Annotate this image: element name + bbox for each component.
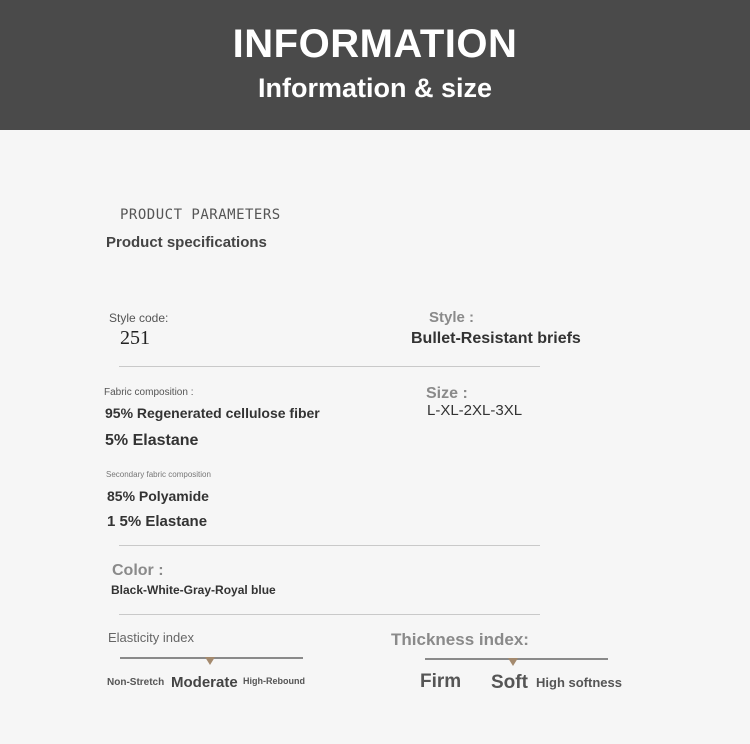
- page-title: INFORMATION: [232, 22, 518, 66]
- divider: [119, 545, 540, 546]
- fabric-label: Fabric composition :: [104, 387, 194, 398]
- secondary-fabric-label: Secondary fabric composition: [106, 470, 211, 479]
- secondary-fabric-line-1: 85% Polyamide: [107, 488, 209, 504]
- size-label: Size :: [426, 385, 468, 402]
- product-parameters-label: PRODUCT PARAMETERS: [120, 207, 281, 223]
- elasticity-left-label: Non-Stretch: [107, 677, 165, 688]
- elasticity-marker: [205, 657, 215, 665]
- header-banner: [0, 0, 750, 130]
- divider: [119, 366, 540, 367]
- color-value: Black-White-Gray-Royal blue: [111, 583, 276, 597]
- fabric-line-2: 5% Elastane: [105, 432, 199, 449]
- style-label: Style :: [429, 309, 475, 326]
- style-code-label: Style code:: [109, 311, 169, 325]
- color-label: Color :: [112, 562, 164, 579]
- thickness-middle-label: Soft: [491, 672, 528, 693]
- thickness-marker: [508, 658, 518, 666]
- elasticity-middle-label: Moderate: [171, 674, 238, 691]
- thickness-left-label: Firm: [420, 671, 462, 692]
- page-subtitle: Information & size: [257, 73, 493, 103]
- fabric-line-1: 95% Regenerated cellulose fiber: [105, 405, 320, 421]
- elasticity-label: Elasticity index: [108, 630, 194, 645]
- thickness-right-label: High softness: [536, 675, 622, 690]
- thickness-label: Thickness index:: [391, 630, 529, 649]
- style-value: Bullet-Resistant briefs: [411, 330, 581, 347]
- secondary-fabric-line-2: 1 5% Elastane: [107, 513, 208, 530]
- elasticity-right-label: High-Rebound: [243, 676, 305, 686]
- product-specifications-label: Product specifications: [106, 234, 267, 251]
- style-code-value: 251: [120, 327, 150, 349]
- divider: [119, 614, 540, 615]
- size-value: L-XL-2XL-3XL: [427, 402, 523, 419]
